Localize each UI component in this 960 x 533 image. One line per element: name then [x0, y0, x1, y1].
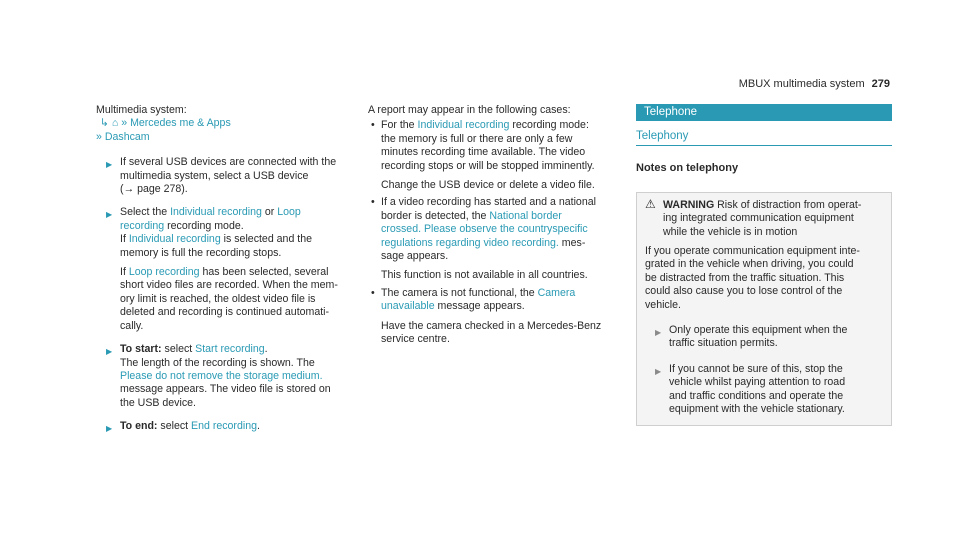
list-item: • For the Individual recording recording mode: the memory is full or there are only a few minutes recording time available. The video recording stops or will be stopped imminently. Change the USB device or delete a video file. — [371, 119, 595, 192]
message-storage-medium: Please do not remove the storage medium. — [120, 369, 323, 382]
link-individual-recording[interactable]: Individual recording — [170, 206, 262, 219]
section-title-bar: Telephone — [636, 104, 892, 121]
link-loop-recording-2[interactable]: recording — [120, 219, 165, 232]
step-triangle-icon: ▶ — [106, 424, 113, 434]
link-loop-recording-3[interactable]: Loop recording — [128, 266, 200, 279]
menu-path-line-2 — [96, 131, 358, 144]
double-chevron-icon: » — [96, 130, 102, 143]
column-dashcam — [96, 104, 358, 434]
reports-intro: A report may appear in the following cases: — [368, 104, 571, 116]
home-icon: ⌂ — [111, 117, 119, 130]
menu-link-mercedes-me[interactable]: Mercedes me & Apps — [130, 117, 231, 130]
list-item: • If a video recording has started and a national border is detected, the National border crossed. Please observe the countryspecific regulations regarding video recording. mes- sage appears. This function is not available in all countries. — [368, 196, 622, 282]
step-triangle-icon: ▶ — [655, 366, 662, 376]
message-border-crossed-3: regulations regarding video recording. — [381, 236, 559, 249]
step-select-mode: ▶ Select the Individual recording or Loop recording recording mode. If Individual recording is selected and the memory is full the recording stops. If Loop recording has been selected, several short video files are recorded. When the mem- ory limit is reached, the oldest video file is deleted and recording is continued automati- cally. — [106, 206, 338, 332]
page-header — [570, 78, 890, 91]
list-item: • The camera is not functional, the Camera unavailable message appears. Have the camera checked in a Mercedes-Benz service centre. — [371, 286, 602, 346]
warning-box — [636, 192, 892, 426]
return-arrow-icon: ↳ — [100, 117, 109, 130]
message-border-crossed-1: National border — [489, 209, 562, 222]
warning-step-2: ▶ If you cannot be sure of this, stop the vehicle whilst paying attention to road and traffic conditions and operate the equipment with the vehicle stationary. — [655, 362, 846, 416]
message-camera-unavailable-2: unavailable — [381, 300, 435, 313]
subsection-title: Telephony — [636, 130, 892, 146]
menu-path-intro: Multimedia system: — [96, 104, 187, 116]
page-number: 279 — [871, 78, 890, 90]
step-triangle-icon: ▶ — [655, 328, 662, 338]
warning-triangle-icon: ⚠ — [645, 196, 656, 211]
link-end-recording[interactable]: End recording — [191, 420, 257, 433]
step-start-recording: ▶ To start: select Start recording. The length of the recording is shown. The Please do not remove the storage medium. message appears. The video file is stored on the USB device. — [96, 343, 358, 410]
column-telephony — [636, 104, 892, 426]
link-individual-recording-col2[interactable]: Individual recording — [417, 119, 510, 132]
step-triangle-icon: ▶ — [106, 210, 113, 220]
warning-body: If you operate communication equipment inte- grated in the vehicle when driving, you could be distracted from the traffic situation. This could also cause you to lose control of the vehicle. — [645, 245, 860, 311]
warning-heading: ⚠ WARNING Risk of distraction from operat- ing integrated communication equipment while the vehicle is in motion — [645, 196, 862, 238]
menu-path-line-1 — [96, 117, 358, 130]
link-loop-recording-1[interactable]: Loop — [277, 206, 301, 219]
message-camera-unavailable-1: Camera — [537, 286, 576, 299]
menu-link-dashcam[interactable]: Dashcam — [104, 130, 150, 143]
column-reports — [368, 104, 622, 347]
step-select-usb: ▶ If several USB devices are connected with the multimedia system, select a USB device (→ page 278). — [106, 156, 337, 196]
double-chevron-icon: » — [121, 117, 128, 130]
step-end-recording: ▶ To end: select End recording. — [96, 420, 358, 433]
step-triangle-icon: ▶ — [106, 347, 113, 357]
notes-heading: Notes on telephony — [636, 162, 739, 175]
warning-step-1: ▶ Only operate this equipment when the traffic situation permits. — [655, 324, 848, 350]
message-border-crossed-2: crossed. Please observe the countryspecific — [381, 223, 588, 236]
header-title: MBUX multimedia system — [738, 78, 865, 90]
step-triangle-icon: ▶ — [106, 160, 113, 170]
link-individual-recording-2[interactable]: Individual recording — [128, 233, 221, 246]
link-start-recording[interactable]: Start recording — [195, 343, 265, 356]
